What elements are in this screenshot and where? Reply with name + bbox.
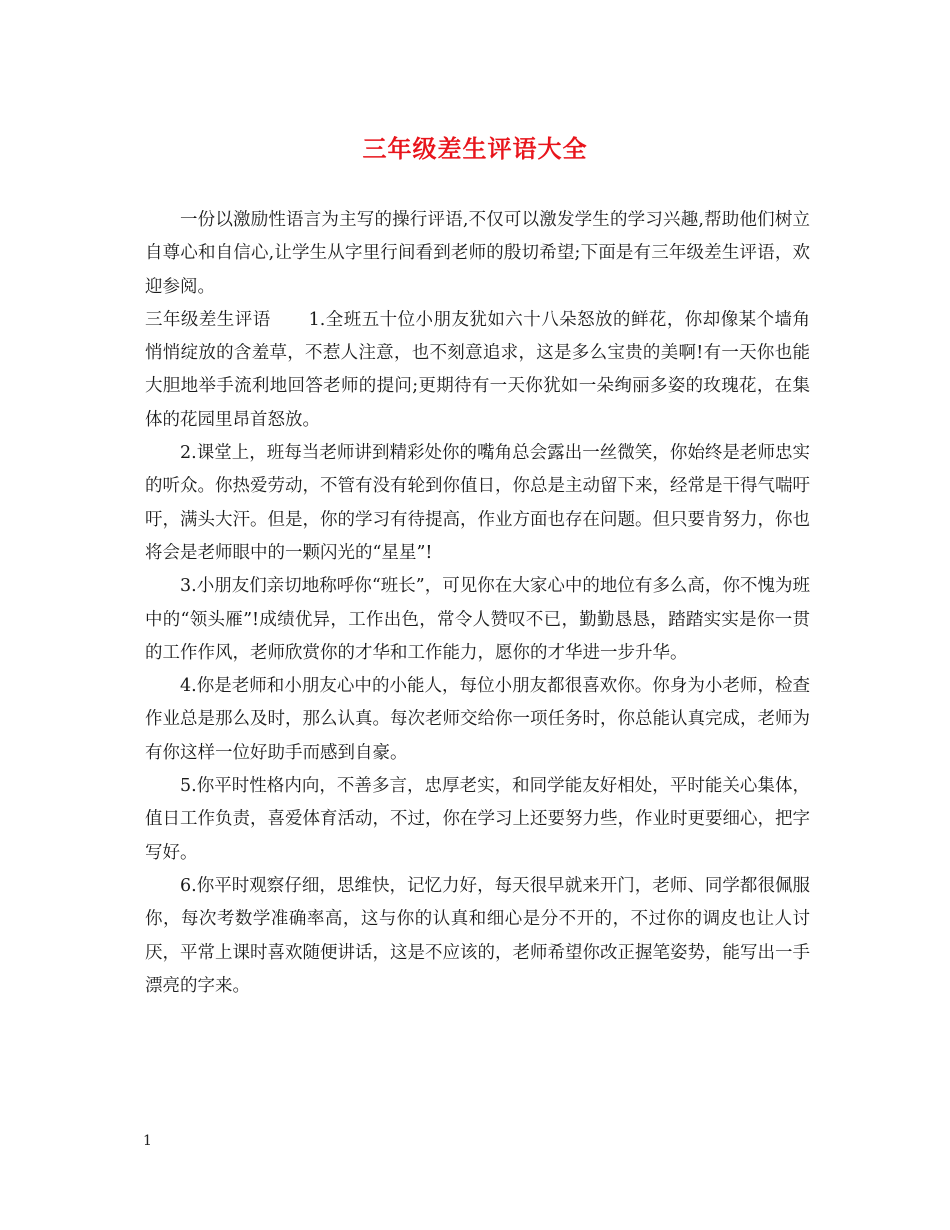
comment-paragraph-6: 6.你平时观察仔细，思维快，记忆力好，每天很早就来开门，老师、同学都很佩服你，每次考数学准确率高，这与你的认真和细心是分不开的，不过你的调皮也让人讨厌，平常上课时喜欢随便讲话，这是不应该的，老师希望你改正握笔姿势，能写出一手漂亮的字来。 — [145, 875, 810, 996]
intro-paragraph: 一份以激励性语言为主写的操行评语,不仅可以激发学生的学习兴趣,帮助他们树立自尊心和自信心,让学生从字里行间看到老师的殷切希望;下面是有三年级差生评语，欢迎参阅。 — [145, 210, 810, 297]
comment-paragraph-1 — [145, 304, 810, 437]
comment-paragraph-5: 5.你平时性格内向，不善多言，忠厚老实，和同学能友好相处，平时能关心集体，值日工作负责，喜爱体育活动，不过，你在学习上还要努力些，作业时更要细心，把字写好。 — [145, 776, 810, 863]
section-label: 三年级差生评语 — [145, 309, 271, 330]
page-title: 三年级差生评语大全 — [362, 134, 588, 163]
comment-paragraph-3: 3.小朋友们亲切地称呼你“班长”，可见你在大家心中的地位有多么高，你不愧为班中的“领头雁”!成绩优异，工作出色，常令人赞叹不已，勤勤恳恳，踏踏实实是你一贯的工作作风，老师欣赏你的才华和工作能力，愿你的才华进一步升华。 — [145, 576, 810, 663]
comment-paragraph-4: 4.你是老师和小朋友心中的小能人，每位小朋友都很喜欢你。你身为小老师，检查作业总是那么及时，那么认真。每次老师交给你一项任务时，你总能认真完成，老师为有你这样一位好助手而感到自豪。 — [145, 676, 810, 763]
comment-text-1: 1.全班五十位小朋友犹如六十八朵怒放的鲜花，你却像某个墙角悄悄绽放的含羞草，不惹人注意，也不刻意追求，这是多么宝贵的美啊!有一天你也能大胆地举手流利地回答老师的提问;更期待有一天你犹如一朵绚丽多姿的玫瑰花，在集体的花园里昂首怒放。 — [145, 309, 810, 430]
document-body — [145, 204, 810, 1003]
comment-paragraph-2: 2.课堂上，班每当老师讲到精彩处你的嘴角总会露出一丝微笑，你始终是老师忠实的听众。你热爱劳动，不管有没有轮到你值日，你总是主动留下来，经常是干得气喘吁吁，满头大汗。但是，你的学习有待提高，作业方面也存在问题。但只要肯努力，你也将会是老师眼中的一颗闪光的“星星”! — [145, 443, 810, 563]
page-number: 1 — [143, 1133, 152, 1149]
